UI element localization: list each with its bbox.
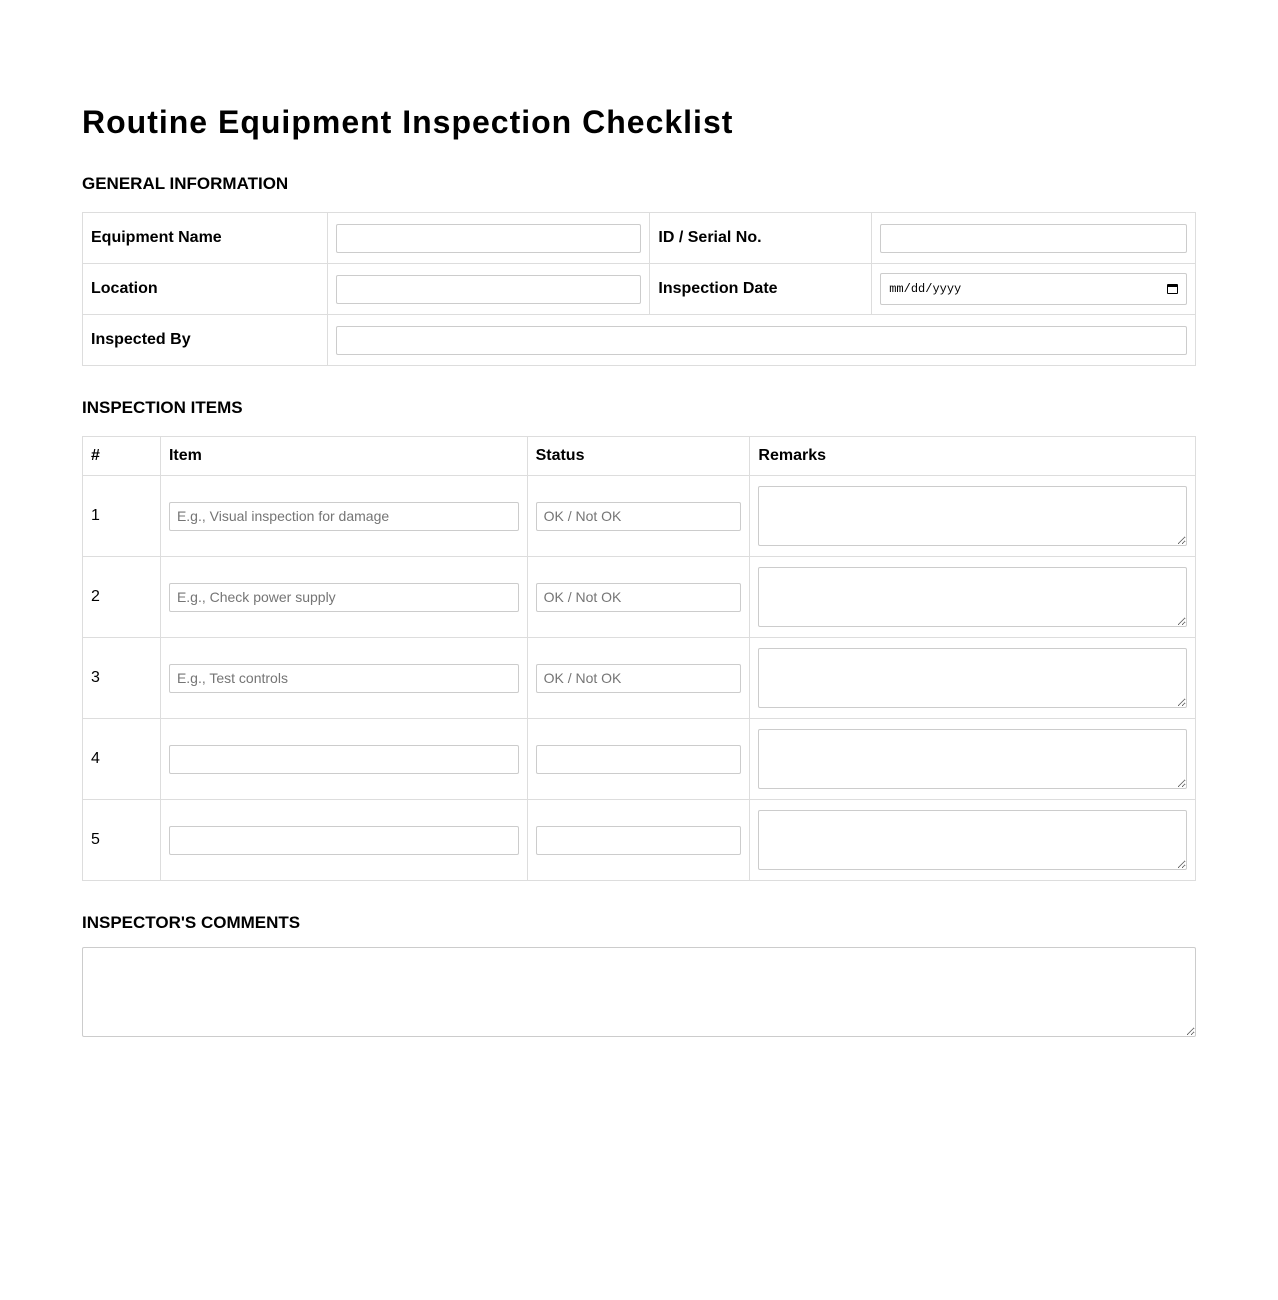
calendar-icon[interactable] (1167, 284, 1178, 294)
general-row (83, 264, 1196, 315)
inspected-by-input[interactable] (336, 326, 1187, 355)
table-row (83, 638, 1196, 719)
page-title: Routine Equipment Inspection Checklist (82, 104, 734, 140)
status-input[interactable] (536, 502, 742, 531)
row-number: 4 (83, 719, 161, 800)
item-input[interactable] (169, 745, 519, 774)
table-row (83, 800, 1196, 881)
inspection-date-label: Inspection Date (650, 264, 872, 315)
column-header-number: # (83, 437, 161, 476)
item-input[interactable] (169, 826, 519, 855)
row-number: 2 (83, 557, 161, 638)
column-header-status: Status (527, 437, 750, 476)
status-input[interactable] (536, 583, 742, 612)
equipment-name-input[interactable] (336, 224, 642, 253)
status-input[interactable] (536, 826, 742, 855)
inspected-by-label: Inspected By (83, 315, 328, 366)
remarks-textarea[interactable] (758, 486, 1187, 546)
remarks-textarea[interactable] (758, 810, 1187, 870)
inspector-comments-heading: INSPECTOR'S COMMENTS (82, 913, 301, 932)
row-number: 5 (83, 800, 161, 881)
table-row (83, 476, 1196, 557)
column-header-item: Item (160, 437, 527, 476)
item-input[interactable] (169, 502, 519, 531)
remarks-textarea[interactable] (758, 729, 1187, 789)
item-input[interactable] (169, 583, 519, 612)
remarks-textarea[interactable] (758, 648, 1187, 708)
general-row (83, 315, 1196, 366)
inspection-items-table (82, 436, 1196, 881)
inspection-date-input[interactable] (880, 273, 1187, 305)
table-row (83, 719, 1196, 800)
general-row (83, 213, 1196, 264)
serial-input[interactable] (880, 224, 1187, 253)
row-number: 3 (83, 638, 161, 719)
table-header-row (83, 437, 1196, 476)
equipment-name-label: Equipment Name (83, 213, 328, 264)
serial-label: ID / Serial No. (650, 213, 872, 264)
status-input[interactable] (536, 664, 742, 693)
status-input[interactable] (536, 745, 742, 774)
column-header-remarks: Remarks (750, 437, 1196, 476)
inspection-items-heading: INSPECTION ITEMS (82, 398, 243, 417)
date-placeholder: mm/dd/yyyy (889, 282, 962, 296)
location-label: Location (83, 264, 328, 315)
location-input[interactable] (336, 275, 642, 304)
remarks-textarea[interactable] (758, 567, 1187, 627)
general-info-table (82, 212, 1196, 366)
item-input[interactable] (169, 664, 519, 693)
inspector-comments-textarea[interactable] (82, 947, 1196, 1037)
general-info-heading: GENERAL INFORMATION (82, 174, 289, 193)
table-row (83, 557, 1196, 638)
row-number: 1 (83, 476, 161, 557)
